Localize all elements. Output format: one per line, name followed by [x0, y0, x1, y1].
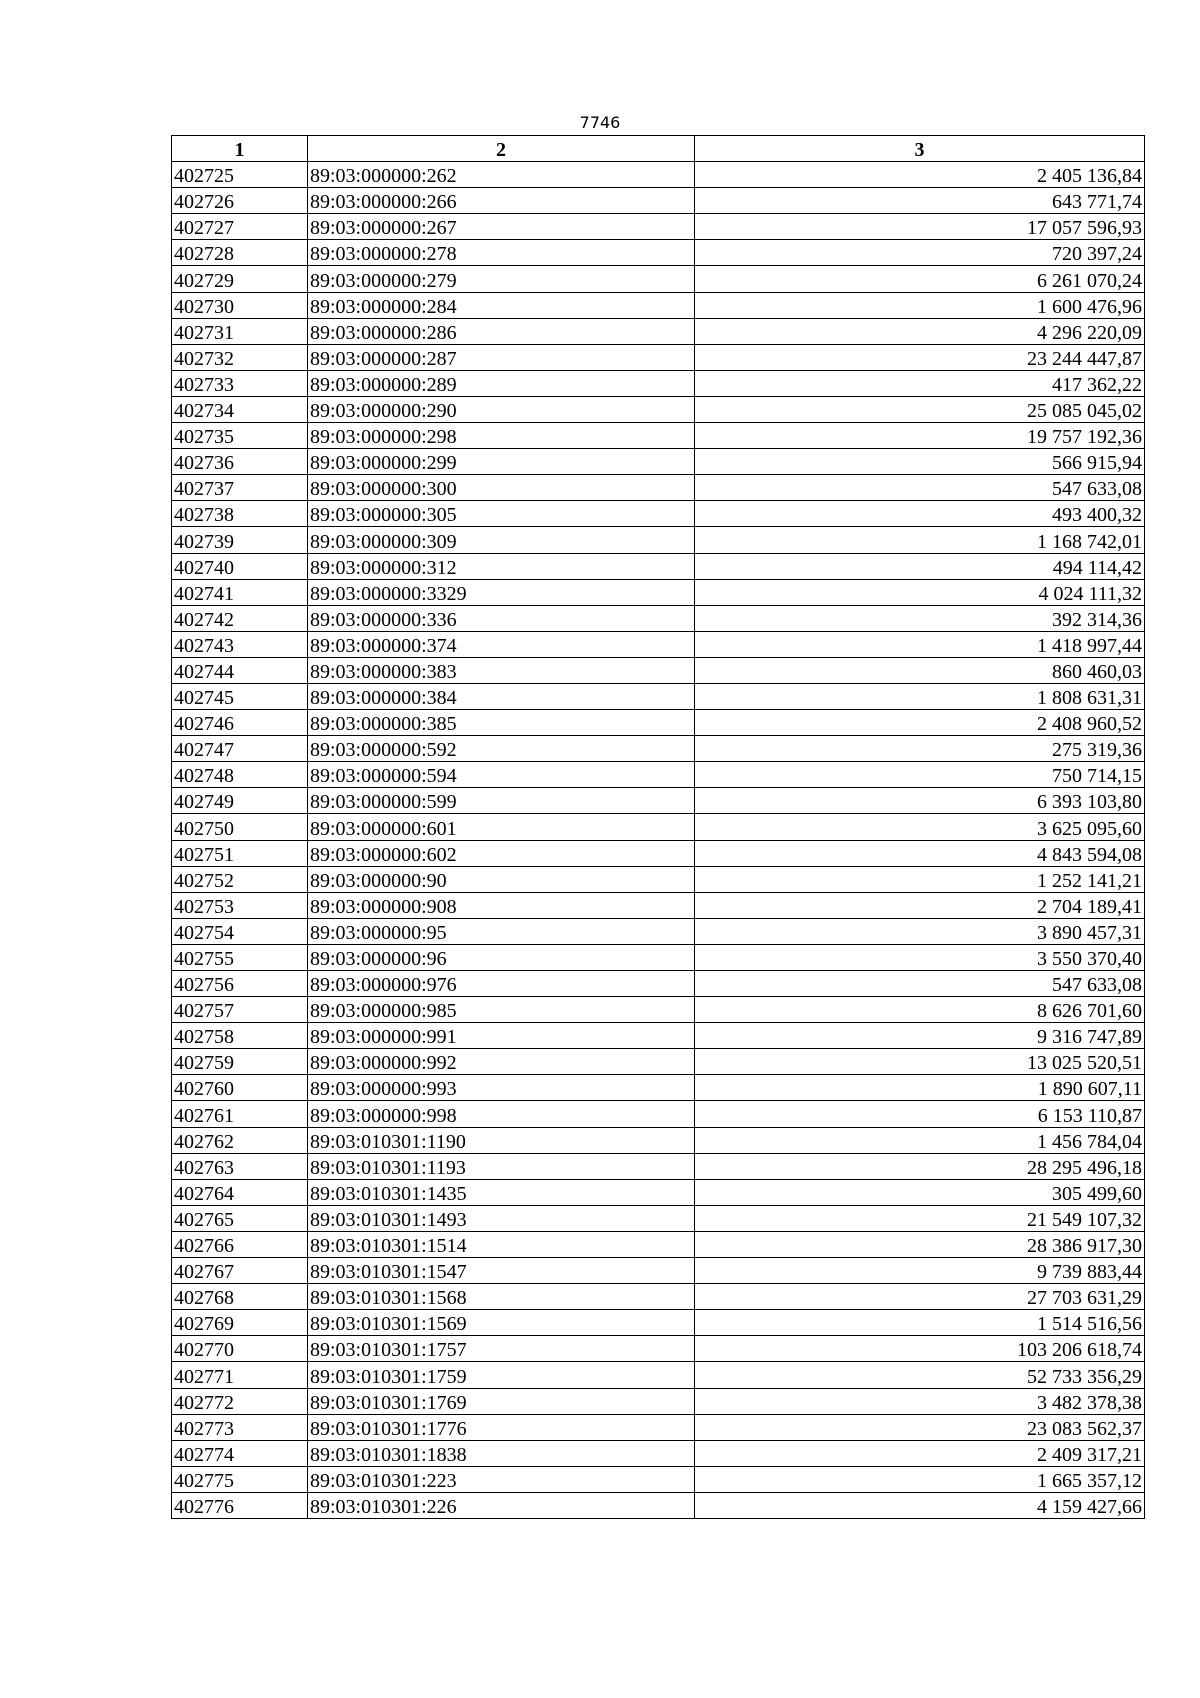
cadastral-value-cell: 8 626 701,60 [695, 997, 1145, 1023]
cadastral-number-cell: 89:03:000000:336 [308, 605, 695, 631]
cadastral-number-cell: 89:03:000000:374 [308, 631, 695, 657]
table-row [172, 449, 1145, 475]
cadastral-number-cell: 89:03:010301:1776 [308, 1414, 695, 1440]
cadastral-value-cell: 2 704 189,41 [695, 892, 1145, 918]
table-row [172, 240, 1145, 266]
cadastral-value-cell: 1 514 516,56 [695, 1310, 1145, 1336]
cadastral-value-cell: 1 456 784,04 [695, 1127, 1145, 1153]
cadastral-value-cell: 6 153 110,87 [695, 1101, 1145, 1127]
table-row [172, 866, 1145, 892]
row-number-cell: 402755 [172, 944, 308, 970]
row-number-cell: 402757 [172, 997, 308, 1023]
cadastral-value-cell: 1 418 997,44 [695, 631, 1145, 657]
cadastral-value-cell: 19 757 192,36 [695, 423, 1145, 449]
cadastral-value-cell: 643 771,74 [695, 188, 1145, 214]
table-row [172, 344, 1145, 370]
row-number-cell: 402752 [172, 866, 308, 892]
table-row [172, 318, 1145, 344]
table-row [172, 1284, 1145, 1310]
row-number-cell: 402742 [172, 605, 308, 631]
table-row [172, 188, 1145, 214]
row-number-cell: 402725 [172, 162, 308, 188]
row-number-cell: 402767 [172, 1258, 308, 1284]
row-number-cell: 402768 [172, 1284, 308, 1310]
table-row [172, 1127, 1145, 1153]
column-header-1: 1 [172, 136, 308, 162]
cadastral-number-cell: 89:03:000000:594 [308, 762, 695, 788]
row-number-cell: 402763 [172, 1153, 308, 1179]
cadastral-value-cell: 17 057 596,93 [695, 214, 1145, 240]
table-row [172, 605, 1145, 631]
cadastral-number-cell: 89:03:010301:226 [308, 1492, 695, 1518]
table-row [172, 266, 1145, 292]
header-row [172, 136, 1145, 162]
row-number-cell: 402727 [172, 214, 308, 240]
table-row [172, 553, 1145, 579]
cadastral-number-cell: 89:03:000000:312 [308, 553, 695, 579]
row-number-cell: 402726 [172, 188, 308, 214]
table-row [172, 1466, 1145, 1492]
cadastral-value-cell: 21 549 107,32 [695, 1205, 1145, 1231]
table-row [172, 1023, 1145, 1049]
column-header-2: 2 [308, 136, 695, 162]
row-number-cell: 402775 [172, 1466, 308, 1492]
column-header-3: 3 [695, 136, 1145, 162]
cadastral-value-cell: 28 386 917,30 [695, 1231, 1145, 1257]
table-row [172, 736, 1145, 762]
table-row [172, 918, 1145, 944]
row-number-cell: 402733 [172, 370, 308, 396]
cadastral-number-cell: 89:03:010301:1757 [308, 1336, 695, 1362]
cadastral-number-cell: 89:03:000000:602 [308, 840, 695, 866]
table-row [172, 579, 1145, 605]
row-number-cell: 402753 [172, 892, 308, 918]
cadastral-value-cell: 1 890 607,11 [695, 1075, 1145, 1101]
table-row [172, 1101, 1145, 1127]
row-number-cell: 402741 [172, 579, 308, 605]
cadastral-value-cell: 27 703 631,29 [695, 1284, 1145, 1310]
cadastral-number-cell: 89:03:010301:1514 [308, 1231, 695, 1257]
cadastral-value-cell: 4 296 220,09 [695, 318, 1145, 344]
cadastral-number-cell: 89:03:000000:991 [308, 1023, 695, 1049]
table-row [172, 631, 1145, 657]
row-number-cell: 402737 [172, 475, 308, 501]
row-number-cell: 402751 [172, 840, 308, 866]
table-row [172, 1231, 1145, 1257]
row-number-cell: 402761 [172, 1101, 308, 1127]
table-row [172, 710, 1145, 736]
cadastral-value-cell: 4 843 594,08 [695, 840, 1145, 866]
table-header [172, 136, 1145, 162]
row-number-cell: 402770 [172, 1336, 308, 1362]
page-number: 7746 [579, 113, 621, 132]
cadastral-value-cell: 417 362,22 [695, 370, 1145, 396]
cadastral-number-cell: 89:03:010301:1435 [308, 1179, 695, 1205]
row-number-cell: 402758 [172, 1023, 308, 1049]
cadastral-value-cell: 3 625 095,60 [695, 814, 1145, 840]
cadastral-number-cell: 89:03:000000:309 [308, 527, 695, 553]
table-row [172, 214, 1145, 240]
cadastral-value-cell: 547 633,08 [695, 971, 1145, 997]
row-number-cell: 402756 [172, 971, 308, 997]
table-row [172, 1440, 1145, 1466]
cadastral-value-cell: 493 400,32 [695, 501, 1145, 527]
table-row [172, 162, 1145, 188]
row-number-cell: 402760 [172, 1075, 308, 1101]
cadastral-value-cell: 9 739 883,44 [695, 1258, 1145, 1284]
cadastral-value-cell: 1 252 141,21 [695, 866, 1145, 892]
cadastral-value-cell: 3 890 457,31 [695, 918, 1145, 944]
row-number-cell: 402746 [172, 710, 308, 736]
table-row [172, 944, 1145, 970]
cadastral-value-cell: 1 808 631,31 [695, 683, 1145, 709]
row-number-cell: 402728 [172, 240, 308, 266]
table-row [172, 1492, 1145, 1518]
cadastral-number-cell: 89:03:000000:599 [308, 788, 695, 814]
row-number-cell: 402747 [172, 736, 308, 762]
cadastral-number-cell: 89:03:010301:1838 [308, 1440, 695, 1466]
table-row [172, 657, 1145, 683]
row-number-cell: 402729 [172, 266, 308, 292]
cadastral-number-cell: 89:03:010301:1493 [308, 1205, 695, 1231]
table-row [172, 527, 1145, 553]
cadastral-number-cell: 89:03:000000:976 [308, 971, 695, 997]
cadastral-number-cell: 89:03:000000:279 [308, 266, 695, 292]
cadastral-number-cell: 89:03:000000:262 [308, 162, 695, 188]
cadastral-number-cell: 89:03:000000:267 [308, 214, 695, 240]
cadastral-number-cell: 89:03:000000:385 [308, 710, 695, 736]
table-row [172, 762, 1145, 788]
row-number-cell: 402735 [172, 423, 308, 449]
cadastral-number-cell: 89:03:000000:993 [308, 1075, 695, 1101]
row-number-cell: 402772 [172, 1388, 308, 1414]
cadastral-number-cell: 89:03:000000:384 [308, 683, 695, 709]
row-number-cell: 402731 [172, 318, 308, 344]
row-number-cell: 402766 [172, 1231, 308, 1257]
table-row [172, 1310, 1145, 1336]
row-number-cell: 402732 [172, 344, 308, 370]
cadastral-number-cell: 89:03:000000:3329 [308, 579, 695, 605]
row-number-cell: 402769 [172, 1310, 308, 1336]
row-number-cell: 402730 [172, 292, 308, 318]
cadastral-number-cell: 89:03:010301:1190 [308, 1127, 695, 1153]
cadastral-value-cell: 494 114,42 [695, 553, 1145, 579]
cadastral-value-cell: 4 024 111,32 [695, 579, 1145, 605]
cadastral-value-cell: 3 482 378,38 [695, 1388, 1145, 1414]
cadastral-number-cell: 89:03:010301:1547 [308, 1258, 695, 1284]
table-row [172, 1388, 1145, 1414]
row-number-cell: 402762 [172, 1127, 308, 1153]
cadastral-value-cell: 1 168 742,01 [695, 527, 1145, 553]
cadastral-number-cell: 89:03:000000:992 [308, 1049, 695, 1075]
cadastral-value-cell: 23 244 447,87 [695, 344, 1145, 370]
cadastral-number-cell: 89:03:000000:298 [308, 423, 695, 449]
row-number-cell: 402773 [172, 1414, 308, 1440]
cadastral-number-cell: 89:03:000000:290 [308, 396, 695, 422]
cadastral-number-cell: 89:03:000000:383 [308, 657, 695, 683]
cadastral-number-cell: 89:03:000000:90 [308, 866, 695, 892]
cadastral-number-cell: 89:03:000000:300 [308, 475, 695, 501]
cadastral-value-cell: 6 261 070,24 [695, 266, 1145, 292]
row-number-cell: 402759 [172, 1049, 308, 1075]
row-number-cell: 402734 [172, 396, 308, 422]
cadastral-value-cell: 2 408 960,52 [695, 710, 1145, 736]
cadastral-value-cell: 2 409 317,21 [695, 1440, 1145, 1466]
cadastral-number-cell: 89:03:000000:95 [308, 918, 695, 944]
cadastral-number-cell: 89:03:000000:299 [308, 449, 695, 475]
row-number-cell: 402774 [172, 1440, 308, 1466]
cadastral-value-cell: 547 633,08 [695, 475, 1145, 501]
table-row [172, 1153, 1145, 1179]
table-row [172, 1049, 1145, 1075]
cadastral-number-cell: 89:03:000000:96 [308, 944, 695, 970]
row-number-cell: 402771 [172, 1362, 308, 1388]
cadastral-value-cell: 720 397,24 [695, 240, 1145, 266]
cadastral-number-cell: 89:03:000000:284 [308, 292, 695, 318]
cadastral-number-cell: 89:03:000000:305 [308, 501, 695, 527]
table-row [172, 892, 1145, 918]
cadastral-number-cell: 89:03:000000:266 [308, 188, 695, 214]
cadastral-number-cell: 89:03:000000:998 [308, 1101, 695, 1127]
cadastral-number-cell: 89:03:000000:287 [308, 344, 695, 370]
table-row [172, 1179, 1145, 1205]
cadastral-value-cell: 305 499,60 [695, 1179, 1145, 1205]
table-row [172, 1414, 1145, 1440]
table-row [172, 292, 1145, 318]
cadastral-value-cell: 4 159 427,66 [695, 1492, 1145, 1518]
cadastral-number-cell: 89:03:000000:286 [308, 318, 695, 344]
table-row [172, 1075, 1145, 1101]
table-row [172, 370, 1145, 396]
cadastral-value-cell: 9 316 747,89 [695, 1023, 1145, 1049]
table-row [172, 1336, 1145, 1362]
cadastral-number-cell: 89:03:010301:1769 [308, 1388, 695, 1414]
row-number-cell: 402765 [172, 1205, 308, 1231]
row-number-cell: 402739 [172, 527, 308, 553]
cadastral-value-cell: 750 714,15 [695, 762, 1145, 788]
row-number-cell: 402749 [172, 788, 308, 814]
row-number-cell: 402745 [172, 683, 308, 709]
cadastral-value-cell: 23 083 562,37 [695, 1414, 1145, 1440]
cadastral-value-cell: 860 460,03 [695, 657, 1145, 683]
cadastral-number-cell: 89:03:010301:1569 [308, 1310, 695, 1336]
cadastral-number-cell: 89:03:000000:985 [308, 997, 695, 1023]
row-number-cell: 402743 [172, 631, 308, 657]
cadastral-value-table [171, 135, 1145, 1519]
cadastral-value-cell: 3 550 370,40 [695, 944, 1145, 970]
table-row [172, 840, 1145, 866]
row-number-cell: 402738 [172, 501, 308, 527]
table-row [172, 396, 1145, 422]
table-body [172, 162, 1145, 1519]
row-number-cell: 402744 [172, 657, 308, 683]
row-number-cell: 402736 [172, 449, 308, 475]
cadastral-value-cell: 25 085 045,02 [695, 396, 1145, 422]
row-number-cell: 402748 [172, 762, 308, 788]
table-row [172, 423, 1145, 449]
cadastral-value-cell: 392 314,36 [695, 605, 1145, 631]
cadastral-value-cell: 28 295 496,18 [695, 1153, 1145, 1179]
row-number-cell: 402764 [172, 1179, 308, 1205]
cadastral-number-cell: 89:03:010301:1568 [308, 1284, 695, 1310]
cadastral-number-cell: 89:03:010301:1759 [308, 1362, 695, 1388]
cadastral-number-cell: 89:03:000000:278 [308, 240, 695, 266]
table-row [172, 475, 1145, 501]
cadastral-value-cell: 1 665 357,12 [695, 1466, 1145, 1492]
cadastral-value-cell: 1 600 476,96 [695, 292, 1145, 318]
table-row [172, 997, 1145, 1023]
table-row [172, 1362, 1145, 1388]
row-number-cell: 402740 [172, 553, 308, 579]
cadastral-value-cell: 6 393 103,80 [695, 788, 1145, 814]
cadastral-value-cell: 2 405 136,84 [695, 162, 1145, 188]
table-row [172, 788, 1145, 814]
cadastral-number-cell: 89:03:010301:223 [308, 1466, 695, 1492]
cadastral-number-cell: 89:03:000000:908 [308, 892, 695, 918]
cadastral-number-cell: 89:03:000000:592 [308, 736, 695, 762]
table-row [172, 971, 1145, 997]
cadastral-value-cell: 566 915,94 [695, 449, 1145, 475]
table-row [172, 814, 1145, 840]
row-number-cell: 402750 [172, 814, 308, 840]
cadastral-value-cell: 52 733 356,29 [695, 1362, 1145, 1388]
row-number-cell: 402754 [172, 918, 308, 944]
table-row [172, 1205, 1145, 1231]
cadastral-value-cell: 275 319,36 [695, 736, 1145, 762]
cadastral-value-cell: 103 206 618,74 [695, 1336, 1145, 1362]
table-row [172, 683, 1145, 709]
cadastral-number-cell: 89:03:010301:1193 [308, 1153, 695, 1179]
row-number-cell: 402776 [172, 1492, 308, 1518]
table-row [172, 1258, 1145, 1284]
cadastral-value-cell: 13 025 520,51 [695, 1049, 1145, 1075]
table-row [172, 501, 1145, 527]
cadastral-number-cell: 89:03:000000:289 [308, 370, 695, 396]
cadastral-number-cell: 89:03:000000:601 [308, 814, 695, 840]
